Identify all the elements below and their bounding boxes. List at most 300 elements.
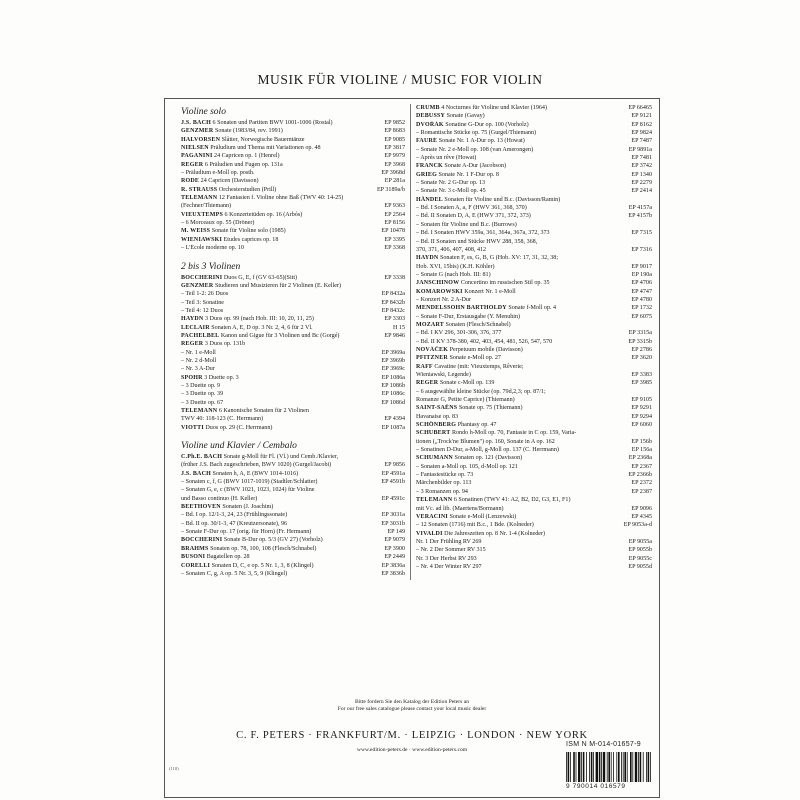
barcode-bar [573,752,575,782]
entry-title [416,129,539,137]
catalogue-entry [181,399,405,407]
catalogue-entry [181,161,405,169]
work-title: – 6 Morceaux op. 55 (Dröner) [181,220,255,227]
entry-title [181,299,227,307]
edition-number: EP 9017 [631,263,652,270]
composer-name: FRANCK [416,163,443,170]
composer-name: TELEMANN [416,497,453,504]
catalogue-entry [181,136,405,144]
work-title: Sonate e-Moll op. 27 [449,355,501,362]
edition-number: EP 9824 [631,130,652,137]
entry-title [416,196,563,204]
entry-title [416,488,471,496]
work-title: Sonate c-Moll op. 139 [439,380,495,387]
catalogue-entry [416,429,652,437]
edition-number: EP 2414 [631,188,652,195]
edition-number: EP 10478 [381,228,405,235]
edition-number: EP 3742 [631,163,652,170]
edition-number: EP 4591b [381,479,405,486]
composer-name: TELEMANN [181,408,218,414]
work-title: – Nr. 2 d-Moll [181,357,217,364]
entry-title [416,313,523,321]
catalogue-entry [416,204,652,212]
entry-title [181,545,319,553]
work-title: Etudes caprices op. 18 [223,236,279,243]
barcode-bar [583,752,585,782]
work-title: Präludium und Thema mit Variationen op. 48 [210,145,321,152]
work-title: Rondo h-Moll op. 70, Fantasie in C op. 159, Varia- [451,430,577,437]
edition-number: EP 190a [631,271,652,278]
entry-title [181,486,317,494]
catalogue-entry [416,254,652,262]
catalogue-entry [181,211,405,219]
edition-number: EP 8156 [384,220,405,227]
entry-title [416,421,499,429]
edition-number: EP 1087a [381,424,405,431]
catalogue-notice [164,699,660,713]
work-title: Märchenbilder op. 113 [416,480,472,487]
barcode-bar [591,752,593,782]
work-title: Sonaten h, A, E (BWV 1014-1016) [212,470,299,477]
edition-number: EP 3189a/b [376,186,405,193]
catalogue-entry [416,371,652,379]
catalogue-entry [181,177,405,185]
edition-number: EP 4157b [628,213,652,220]
entry-title [416,121,532,129]
catalogue-entry [416,404,652,412]
entry-title [181,528,314,536]
work-title: – Sonaten G, e, c (BWV 1021, 1023, 1024) für Violine [181,487,315,494]
barcode-bar [593,752,594,782]
entry-title [181,211,305,219]
entry-title [416,154,479,162]
right-column [416,104,652,571]
work-title: 3 Duos op. 99 (nach Hob. III: 10, 20, 11, 25) [204,316,314,323]
catalogue-entry [416,271,652,279]
catalogue-entry [181,119,405,127]
catalogue-entry [181,332,405,340]
edition-number: EP 4157a [628,205,652,212]
barcode-bar [603,752,605,782]
work-title: Orchesterstudien (Prill) [218,186,277,193]
catalogue-entry [416,471,652,479]
edition-number: EP 3969c [381,366,405,373]
work-title: – Sonatinen D-Dur, a-Moll, g-Moll op. 137 (C. Herrmann) [416,447,559,454]
barcode-bar [608,752,610,782]
barcode-number: 9 790014 016579 [566,783,626,790]
edition-number: EP 4591c [381,495,405,502]
entry-title [181,511,290,519]
work-title: tionen („Trock'ne Blumen") op. 160, Sonate in A op. 162 [416,438,555,445]
composer-name: R. STRAUSS [181,186,218,193]
catalogue-entry [181,152,405,160]
work-title: – Sonate Nr. 3 c-Moll op. 45 [416,188,486,195]
entry-title [416,513,519,521]
catalogue-entry [181,274,405,282]
catalogue-entry [181,503,405,511]
edition-number: EP 2387 [631,488,652,495]
edition-number: EP 3968d [381,170,405,177]
entry-title [181,478,320,486]
barcode-bar [611,752,612,782]
barcode-bar [578,752,580,782]
catalogue-entry [416,296,652,304]
catalogue-entry [181,127,405,135]
entry-title [181,290,231,298]
catalogue-entry [416,463,652,471]
entry-title [181,407,312,415]
catalogue-entry [416,446,652,454]
edition-number: EP 7316 [631,246,652,253]
work-title: – Nr. 4 Der Winter RV 297 [416,563,482,570]
catalogue-entry [181,340,405,348]
entry-title [181,186,279,194]
barcode-bar [623,752,624,782]
composer-name: CRUMB [416,105,440,111]
work-title: Havanaise op. 83 [416,413,459,420]
entry-title [416,229,553,237]
entry-title [181,520,290,528]
entry-title [181,202,234,210]
entry-title [181,315,317,323]
catalogue-entry [416,263,652,271]
work-title: – 3 Duette op. 67 [181,399,224,406]
barcode-bar [632,752,633,782]
entry-title [416,388,549,396]
composer-name: BOCCHERINI [181,274,223,281]
edition-number: EP 1086c [381,391,405,398]
catalogue-entry [416,530,652,538]
composer-name: SAINT-SAËNS [416,405,458,412]
catalogue-entry [416,313,652,321]
work-title: Sonaten op. 121 (Davisson) [454,455,523,462]
work-title: – Nr. 1 e-Moll [181,349,216,356]
catalogue-entry [181,486,405,494]
catalogue-title: MUSIK FÜR VIOLINE / MUSIC FOR VIOLIN [257,72,543,87]
catalogue-entry [181,528,405,536]
work-title: Sonaten A, E, D op. 3 Nr. 2, 4, 6 für 2 Vl. [211,324,313,331]
catalogue-entry [181,357,405,365]
entry-title [416,254,561,262]
edition-number: EP 3969b [381,357,405,364]
barcode-bar [627,752,628,782]
work-title: Studieren und Musizieren für 2 Violinen (E. Keller) [214,282,342,289]
entry-title [416,563,485,571]
work-title: – Teil 1-2: 26 Duos [181,291,229,298]
work-title: – L'École moderne op. 10 [181,245,244,252]
work-title: Slåtter, Norwegische Bauerntänze [221,136,305,143]
entry-title [181,415,266,423]
edition-number: EP 3620 [631,355,652,362]
work-title: Cavatine (mit: Vieuxtemps, Rêverie; [434,363,524,370]
catalogue-entry [181,415,405,423]
entry-title [181,562,317,570]
entry-title [416,404,526,412]
catalogue-entry [181,407,405,415]
catalogue-entry [181,562,405,570]
work-title: – Bd. II Sonaten D, A, E (HWV 371, 372, 373) [416,213,531,220]
edition-number: EP 3836b [381,570,405,577]
catalogue-entry [181,461,405,469]
work-title: – Sonate Nr. 2 G-Dur op. 13 [416,180,486,187]
catalogue-entry [416,488,652,496]
catalogue-entry [416,304,652,312]
barcode-bar [589,752,590,782]
entry-title [416,104,550,112]
work-title: – Teil 3: Sonatine [181,299,224,306]
work-title: – Bd. I Sonaten HWV 359a, 361, 364a, 367a, 372, 373 [416,230,550,237]
work-title: – Bd. I KV 296, 301-306, 376, 377 [416,330,502,337]
entry-title [416,446,562,454]
edition-number: EP 1086d [381,399,405,406]
work-title: Nr. 3 Der Herbst RV 293 [416,555,477,562]
ismn-label: ISM N M-014-01657-9 [566,741,641,748]
catalogue-entry [181,144,405,152]
edition-number: EP 3368 [384,245,405,252]
edition-number: EP 8432a [381,291,405,298]
composer-name: VIEUXTEMPS [181,211,224,218]
catalogue-entry [181,453,405,461]
entry-title [181,332,342,340]
work-title: Sonate Nr. 1 F-Dur op. 8 [438,171,499,178]
edition-number: EP 9055d [628,563,652,570]
website-line: www.edition-peters.de · www.edition-peters.com [356,747,468,753]
work-title: Sonate (Gavay) [446,113,485,120]
entry-title [416,296,474,304]
barcode-bar [635,752,637,782]
composer-name: PFITZNER [416,355,448,362]
left-column [181,104,405,578]
edition-number: EP 4591a [381,470,405,477]
entry-title [416,379,497,387]
edition-number: EP 3315a [628,330,652,337]
work-title: – Bd. II Sonaten und Stücke HWV 288, 358, 368, [416,238,538,245]
work-title: – Sonate F-Dur, Erstausgabe (Y. Menuhin) [416,313,521,320]
catalogue-entry [416,129,652,137]
entry-title [416,288,519,296]
entry-title [416,179,488,187]
work-title: – Nr. 3 A-Dur [181,366,215,373]
edition-number: EP 156a [631,447,652,454]
catalogue-entry [416,179,652,187]
edition-number: EP 9852 [384,120,405,126]
entry-title [181,161,286,169]
entry-title [181,553,253,561]
catalogue-entry [416,354,652,362]
barcode-bar [586,752,587,782]
notice-english: For our free sales catalogue please contact your local music dealer [337,706,487,712]
catalogue-entry [416,104,652,112]
catalogue-entry [416,479,652,487]
publisher-line: C. F. PETERS · FRANKFURT/M. · LEIPZIG · LONDON · NEW YORK [236,730,588,741]
composer-name: NOVÁČEK [416,346,449,353]
composer-name: C.Ph.E. BACH [181,454,223,461]
work-title: Sonaten für Violine und B.c. (Davisson/Ramin) [444,196,561,203]
barcode-bar [581,752,582,782]
edition-number: EP 6060 [631,422,652,429]
work-title: mit Vc. ad lib. (Maertens/Bormann) [416,505,504,512]
composer-name: SCHUBERT [416,430,451,437]
composer-name: J.S. BACH [181,470,211,477]
edition-number: EP 9846 [384,332,405,339]
catalogue-entry [416,329,652,337]
edition-number: EP 3303 [384,316,405,323]
edition-number: EP 9096 [631,505,652,512]
entry-title [416,321,514,329]
catalogue-entry [416,421,652,429]
edition-number: EP 3900 [384,545,405,552]
entry-title [181,365,218,373]
catalogue-entry [416,187,652,195]
edition-number: EP 9053a-d [623,522,652,529]
composer-name: M. WEISS [181,228,211,235]
entry-title [416,329,504,337]
catalogue-entry [181,202,405,210]
entry-title [181,169,257,177]
edition-number: EP 3338 [384,274,405,281]
work-title: Sonaten F, es, G, B, G (Hob. XV: 17, 31, 32, 38; [439,255,559,262]
composer-name: GENZMER [181,128,214,135]
composer-name: DEBUSSY [416,113,446,120]
composer-name: MOZART [416,321,444,328]
work-title: Hob. XVI, 15bis) (K.H. Köhler) [416,263,495,270]
work-title: Duos G, E, f (GV 63-65)(Sitt) [223,274,298,281]
work-title: 6 Sonatinen (TWV 41: A2, B2, D2, G3, E1, F1) [453,497,571,504]
entry-title [181,424,275,432]
composer-name: REGER [181,341,204,348]
catalogue-entry [416,221,652,229]
catalogue-entry [416,137,652,145]
work-title: Sonaten D, C, e op. 5 Nr. 1, 3, 8 (Klingel) [211,562,314,569]
entry-title [416,246,489,254]
barcode-bar [576,752,577,782]
work-title: Sonatine G-Dur op. 100 (Vorholz) [445,121,529,128]
catalogue-entry [181,520,405,528]
catalogue-entry [416,546,652,554]
composer-name: REGER [416,380,439,387]
work-title: – 6 ausgewählte kleine Stücke (op. 79d,2,3; op. 87/1; [416,388,546,395]
barcode-bar [601,752,602,782]
work-title: – Bd. I op. 12/1-3, 24, 23 (Frühlingssonate) [181,512,288,519]
catalogue-entry [416,212,652,220]
section-heading: 2 bis 3 Violinen [181,261,241,272]
work-title: 4 Nocturnes für Violine und Klavier (1964) [441,105,548,111]
entry-title [181,244,247,252]
work-title: Phantasy op. 47 [457,422,497,429]
catalogue-entry [416,238,652,246]
entry-title [416,471,476,479]
entry-title [181,282,344,290]
composer-name: MENDELSSOHN BARTHOLDY [416,305,507,312]
work-title: – Après un rêve (Howat) [416,155,477,162]
entry-title [181,453,341,461]
entry-title [181,570,290,578]
catalogue-entry [181,570,405,578]
entry-title [416,162,509,170]
composer-name: NIELSEN [181,145,209,152]
composer-name: SPOHR [181,374,203,381]
edition-number: EP 9363 [384,203,405,210]
catalogue-entry [416,121,652,129]
edition-number: EP 9055a [628,538,652,545]
composer-name: FAURÉ [416,138,438,145]
entry-title [416,505,507,513]
barcode-bar [613,752,614,782]
work-title: und Basso continuo (H. Keller) [181,495,258,502]
work-title: Sonate f-Moll op. 4 [508,305,557,312]
edition-number: EP 9105 [631,397,652,404]
entry-title [181,119,336,127]
edition-number: EP 2564 [384,211,405,218]
entry-title [416,479,474,487]
entry-title [181,536,326,544]
catalogue-entry [416,454,652,462]
edition-number: EP 4345 [631,513,652,520]
work-title: – Bd. II KV 378-380, 402, 403, 454, 481, 526, 547, 570 [416,338,553,345]
edition-number: EP 3031b [381,520,405,527]
entry-title [181,152,283,160]
edition-number: H 15 [392,324,405,331]
barcode-bar [566,752,567,782]
barcode-image [566,752,652,782]
work-title: – Fantasiestücke op. 73 [416,472,474,479]
edition-number: EP 7487 [631,138,652,145]
edition-number: EP 9121 [631,113,652,120]
edition-number: EP 3031a [381,512,405,519]
entry-title [181,470,301,478]
entry-title [416,546,489,554]
entry-title [181,382,223,390]
work-title: Concertino im russischen Stil op. 35 [460,280,550,287]
composer-name: BOCCHERINI [181,537,223,544]
catalogue-entry [181,495,405,503]
edition-number: EP 9856 [384,462,405,469]
edition-number: EP 2279 [631,180,652,187]
work-title: – Nr. 2 Der Sommer RV 315 [416,547,486,554]
edition-number: EP 9085 [384,136,405,143]
work-title: Bagatellen op. 28 [206,554,250,561]
edition-number: EP 2372 [631,480,652,487]
work-title: – Konzert Nr. 2 A-Dur [416,296,472,303]
catalogue-entry [416,379,652,387]
catalogue-entry [181,424,405,432]
work-title: Kanon und Gigue für 3 Violinen und Bc (Gorgé) [220,332,340,339]
edition-number: EP 2367 [631,463,652,470]
catalogue-entry [181,365,405,373]
composer-name: SCHÖNBERG [416,422,457,429]
catalogue-entry [416,438,652,446]
entry-title [416,363,527,371]
edition-number: EP 3315b [628,338,652,345]
edition-number: EP 1086a [381,374,405,381]
edition-number: EP 9079 [384,537,405,544]
catalogue-entry [416,171,652,179]
entry-title [416,496,574,504]
entry-title [181,461,334,469]
work-title: Sonate A-Dur (Jacobson) [444,163,507,170]
catalogue-entry [181,470,405,478]
edition-number: EP 6075 [631,313,652,320]
work-title: Duos op. 29 (C. Herrmann) [205,424,273,431]
composer-name: VERACINI [416,513,448,520]
catalogue-entry [416,396,652,404]
work-title: – Sonaten a-Moll op. 105, d-Moll op. 121 [416,463,518,470]
print-code: (110) [169,766,179,771]
notice-german: Bitte fordern Sie den Katalog der Edition Peters an [354,699,470,705]
catalogue-entry [181,545,405,553]
work-title: TWV 40: 118-123 (C. Herrmann) [181,416,264,423]
work-title: – Sonaten für Violine und B.c. (Burrows) [416,221,517,228]
